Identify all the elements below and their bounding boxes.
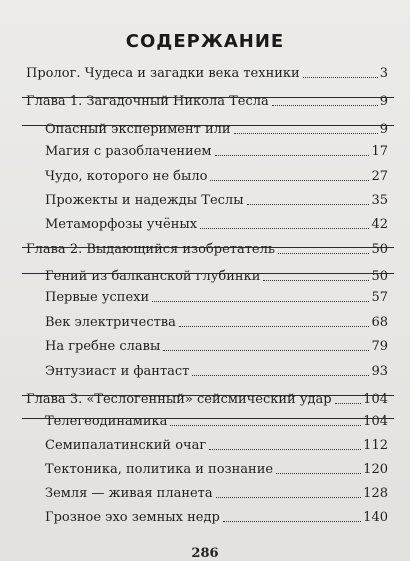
dot-leader xyxy=(170,425,361,426)
toc-entry-title: Чудо, которого не было xyxy=(45,169,208,184)
toc-entry-title: Прожекты и надежды Теслы xyxy=(45,193,244,208)
toc-entry-title: Телегеодинамика xyxy=(45,414,168,429)
toc-section-entry xyxy=(45,216,388,232)
toc-entry-page: 27 xyxy=(371,169,388,184)
toc-section-entry xyxy=(45,121,388,137)
toc-entry-page: 50 xyxy=(371,269,388,284)
toc-chapter-entry xyxy=(26,93,388,109)
toc-entry-page: 42 xyxy=(371,217,388,232)
toc-entry-title: Опасный эксперимент или xyxy=(45,122,231,137)
dot-leader xyxy=(209,449,361,450)
toc-entry-page: 112 xyxy=(363,438,388,453)
chapter-divider-line xyxy=(22,97,394,98)
toc-entry-page: 9 xyxy=(379,94,388,109)
toc-entry-title: Пролог. Чудеса и загадки века техники xyxy=(26,66,300,81)
toc-entry-page: 93 xyxy=(371,364,388,379)
toc-entry-title: Глава 2. Выдающийся изобретатель xyxy=(26,242,275,257)
toc-section-entry xyxy=(45,168,388,184)
toc-section-entry xyxy=(45,509,388,525)
toc-section-entry xyxy=(45,363,388,379)
dot-leader xyxy=(210,180,369,181)
chapter-divider-line xyxy=(22,395,394,396)
toc-entry-page: 3 xyxy=(379,66,388,81)
toc-entry-page: 104 xyxy=(363,414,388,429)
toc-entry-page: 57 xyxy=(371,290,388,305)
toc-section-entry xyxy=(45,143,388,159)
chapter-divider-line xyxy=(22,247,394,248)
toc-entry-title: Век электричества xyxy=(45,315,176,330)
toc-entry-page: 79 xyxy=(371,339,388,354)
toc-entry-title: Магия с разоблачением xyxy=(45,144,212,159)
toc-entry-title: Глава 3. «Теслогенный» сейсмический удар xyxy=(26,392,332,407)
toc-entry-title: Глава 1. Загадочный Никола Тесла xyxy=(26,94,269,109)
dot-leader xyxy=(215,155,370,156)
chapter-divider-line xyxy=(22,418,394,419)
toc-entry-title: Метаморфозы учёных xyxy=(45,217,198,232)
dot-leader xyxy=(272,105,378,106)
toc-section-entry xyxy=(45,485,388,501)
dot-leader xyxy=(216,497,362,498)
dot-leader xyxy=(335,403,362,404)
dot-leader xyxy=(278,253,370,254)
toc-entry-page: 140 xyxy=(363,510,388,525)
toc-chapter-entry xyxy=(26,65,388,81)
dot-leader xyxy=(263,280,369,281)
toc-section-entry xyxy=(45,413,388,429)
toc-entry-page: 120 xyxy=(363,462,388,477)
toc-entry-page: 104 xyxy=(363,392,388,407)
toc-entry-title: Первые успехи xyxy=(45,290,150,305)
toc-chapter-entry xyxy=(26,391,388,407)
toc-section-entry xyxy=(45,461,388,477)
toc-entry-page: 9 xyxy=(379,122,388,137)
dot-leader xyxy=(247,204,370,205)
toc-entry-title: На гребне славы xyxy=(45,339,161,354)
toc-section-entry xyxy=(45,314,388,330)
toc-entry-page: 68 xyxy=(371,315,388,330)
toc-entry-title: Энтузиаст и фантаст xyxy=(45,364,190,379)
toc-section-entry xyxy=(45,338,388,354)
toc-section-entry xyxy=(45,437,388,453)
toc-section-entry xyxy=(45,289,388,305)
toc-section-entry xyxy=(45,192,388,208)
toc-entry-page: 35 xyxy=(371,193,388,208)
toc-entry-page: 128 xyxy=(363,486,388,501)
dot-leader xyxy=(163,350,369,351)
toc-entry-title: Семипалатинский очаг xyxy=(45,438,207,453)
dot-leader xyxy=(152,301,369,302)
dot-leader xyxy=(200,228,369,229)
dot-leader xyxy=(276,473,361,474)
page-title: СОДЕРЖАНИЕ xyxy=(125,31,285,52)
chapter-divider-line xyxy=(22,125,394,126)
dot-leader xyxy=(192,375,369,376)
toc-entry-page: 17 xyxy=(371,144,388,159)
toc-entry-title: Земля — живая планета xyxy=(45,486,213,501)
toc-entry-page: 50 xyxy=(371,242,388,257)
toc-entry-title: Грозное эхо земных недр xyxy=(45,510,220,525)
toc-entry-title: Гений из балканской глубинки xyxy=(45,269,261,284)
chapter-divider-line xyxy=(22,273,394,274)
dot-leader xyxy=(179,326,370,327)
dot-leader xyxy=(234,133,378,134)
toc-section-entry xyxy=(45,268,388,284)
dot-leader xyxy=(223,521,361,522)
toc-entry-title: Тектоника, политика и познание xyxy=(45,462,274,477)
toc-chapter-entry xyxy=(26,241,388,257)
page-number: 286 xyxy=(191,546,219,561)
dot-leader xyxy=(303,77,378,78)
